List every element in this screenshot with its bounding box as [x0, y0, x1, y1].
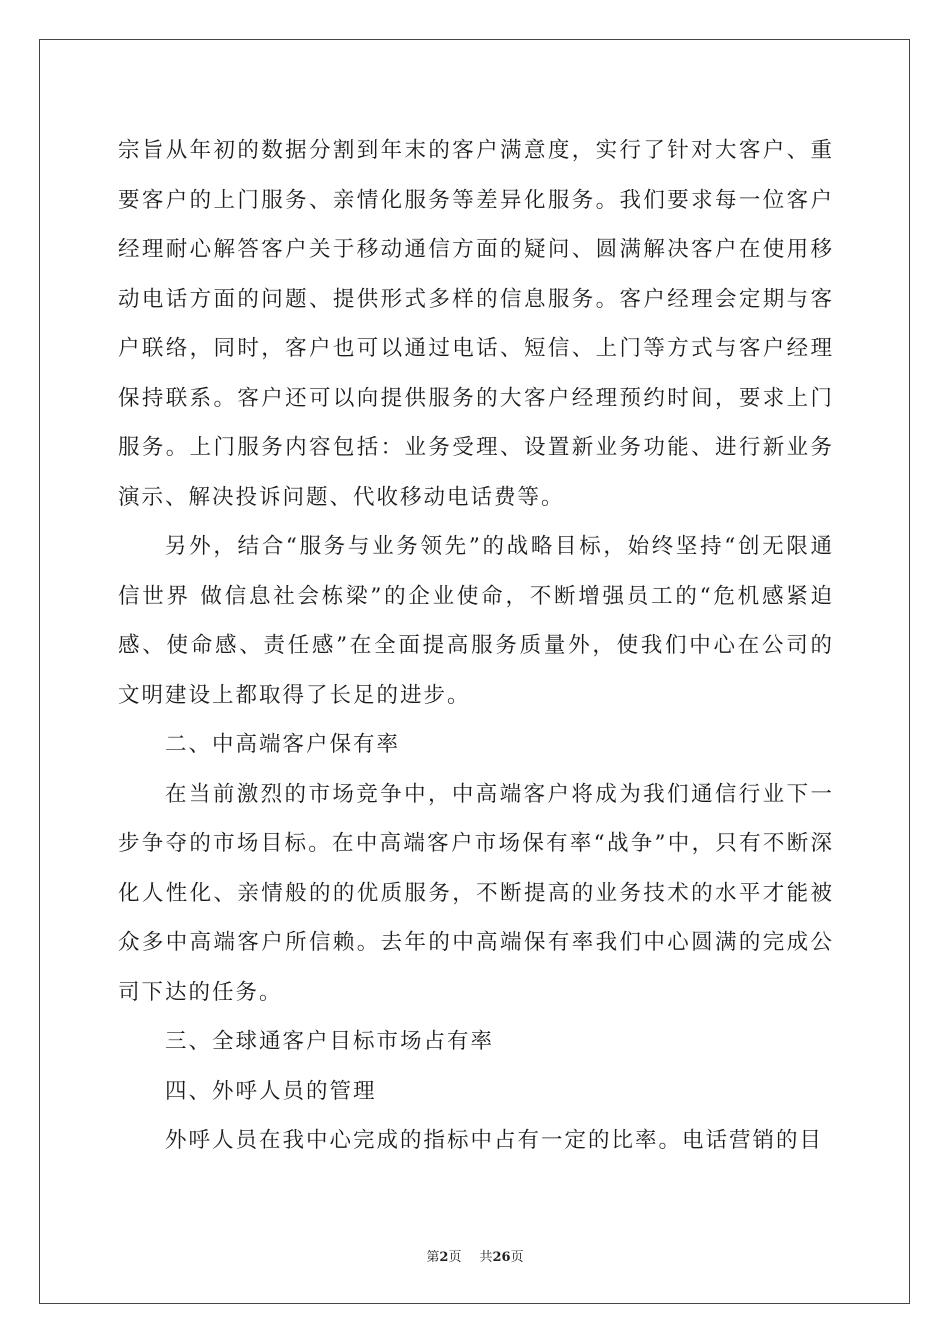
section-heading-2: 二、中高端客户保有率	[165, 732, 401, 757]
page-total: 共26页	[479, 1250, 524, 1265]
paragraph-2: 另外，结合“服务与业务领先”的战略目标，始终坚持“创无限通信世界 做信息社会栋梁”的企业使命，不断增强员工的“危机感紧迫感、使命感、责任感”在全面提高服务质量外，使我们中心在公司的文明建设上都取得了长足的进步。	[118, 534, 834, 708]
page-number: 第2页	[426, 1250, 462, 1265]
paragraph-3: 在当前激烈的市场竞争中，中高端客户将成为我们通信行业下一步争夺的市场目标。在中高端客户市场保有率“战争”中，只有不断深化人性化、亲情般的的优质服务，不断提高的业务技术的水平才能被众多中高端客户所信赖。去年的中高端保有率我们中心圆满的完成公司下达的任务。	[118, 781, 834, 1005]
paragraph-1: 宗旨从年初的数据分割到年末的客户满意度，实行了针对大客户、重要客户的上门服务、亲情化服务等差异化服务。我们要求每一位客户经理耐心解答客户关于移动通信方面的疑问、圆满解决客户在使用移动电话方面的问题、提供形式多样的信息服务。客户经理会定期与客户联络，同时，客户也可以通过电话、短信、上门等方式与客户经理保持联系。客户还可以向提供服务的大客户经理预约时间，要求上门服务。上门服务内容包括：业务受理、设置新业务功能、进行新业务演示、解决投诉问题、代收移动电话费等。	[118, 138, 834, 510]
document-body	[118, 126, 834, 1166]
section-heading-3: 三、全球通客户目标市场占有率	[165, 1029, 495, 1054]
page-footer	[0, 1246, 950, 1265]
paragraph-4: 外呼人员在我中心完成的指标中占有一定的比率。电话营销的目	[165, 1128, 824, 1153]
section-heading-4: 四、外呼人员的管理	[165, 1078, 377, 1104]
